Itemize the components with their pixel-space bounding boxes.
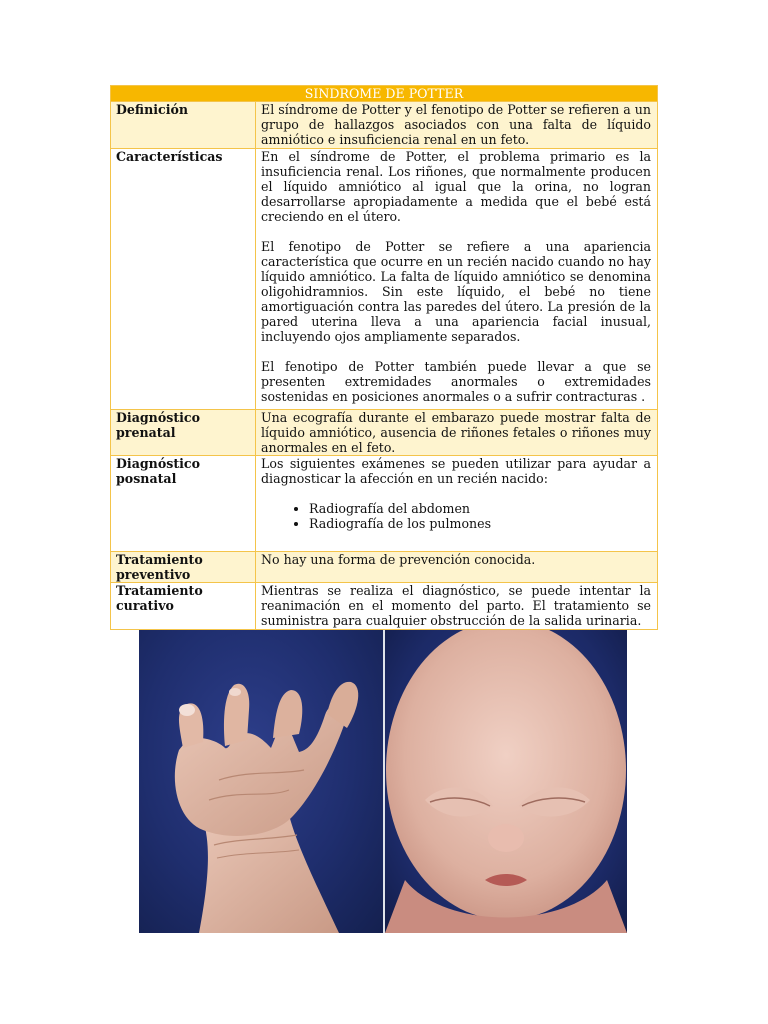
row-paragraph: Mientras se realiza el diagnóstico, se puede intentar la reanimación en el momento del parto. El tratamiento se suministra para cualquier obstrucción de la salida urinaria. [261, 583, 651, 628]
row-label: Características [111, 149, 256, 410]
row-label: Tratamiento curativo [111, 583, 256, 630]
table-title-row [111, 86, 658, 102]
table-row [111, 102, 658, 149]
row-label: Tratamiento preventivo [111, 552, 256, 583]
table-row [111, 583, 658, 630]
row-text [256, 102, 658, 149]
row-label: Diagnóstico prenatal [111, 410, 256, 456]
hand-illustration [139, 630, 383, 933]
row-text [256, 456, 658, 552]
row-text [256, 552, 658, 583]
clinical-photos [139, 630, 627, 933]
face-photo [385, 630, 627, 933]
face-illustration [385, 630, 627, 933]
row-text [256, 583, 658, 630]
row-label: Definición [111, 102, 256, 149]
table-row [111, 410, 658, 456]
row-paragraph: En el síndrome de Potter, el problema primario es la insuficiencia renal. Los riñones, que normalmente producen el líquido amniótico al igual que la orina, no logran desarrollarse apropiadamente a medida que el bebé está creciendo en el útero. [261, 149, 651, 224]
exam-list [261, 501, 651, 531]
hand-photo [139, 630, 383, 933]
info-table [110, 85, 658, 630]
table-row [111, 456, 658, 552]
row-paragraph: El fenotipo de Potter también puede llevar a que se presenten extremidades anormales o extremidades sostenidas en posiciones anormales o a sufrir contracturas . [261, 359, 651, 404]
list-item: • Radiografía de los pulmones [309, 516, 651, 531]
row-paragraph: El síndrome de Potter y el fenotipo de Potter se refieren a un grupo de hallazgos asociados con una falta de líquido amniótico e insuficiencia renal en un feto. [261, 102, 651, 147]
list-item: • Radiografía del abdomen [309, 501, 651, 516]
table-title: SINDROME DE POTTER [111, 86, 658, 102]
row-text [256, 149, 658, 410]
row-paragraph: Una ecografía durante el embarazo puede mostrar falta de líquido amniótico, ausencia de riñones fetales o riñones muy anormales en el feto. [261, 410, 651, 455]
row-label: Diagnóstico posnatal [111, 456, 256, 552]
table-row [111, 552, 658, 583]
row-paragraph: Los siguientes exámenes se pueden utilizar para ayudar a diagnosticar la afección en un recién nacido: [261, 456, 651, 486]
row-paragraph: El fenotipo de Potter se refiere a una apariencia característica que ocurre en un recién nacido cuando no hay líquido amniótico. La falta de líquido amniótico se denomina oligohidramnios. Sin este líquido, el bebé no tiene amortiguación contra las paredes del útero. La presión de la pared uterina lleva a una apariencia facial inusual, incluyendo ojos ampliamente separados. [261, 239, 651, 344]
table-row [111, 149, 658, 410]
row-text [256, 410, 658, 456]
row-paragraph: No hay una forma de prevención conocida. [261, 552, 536, 567]
